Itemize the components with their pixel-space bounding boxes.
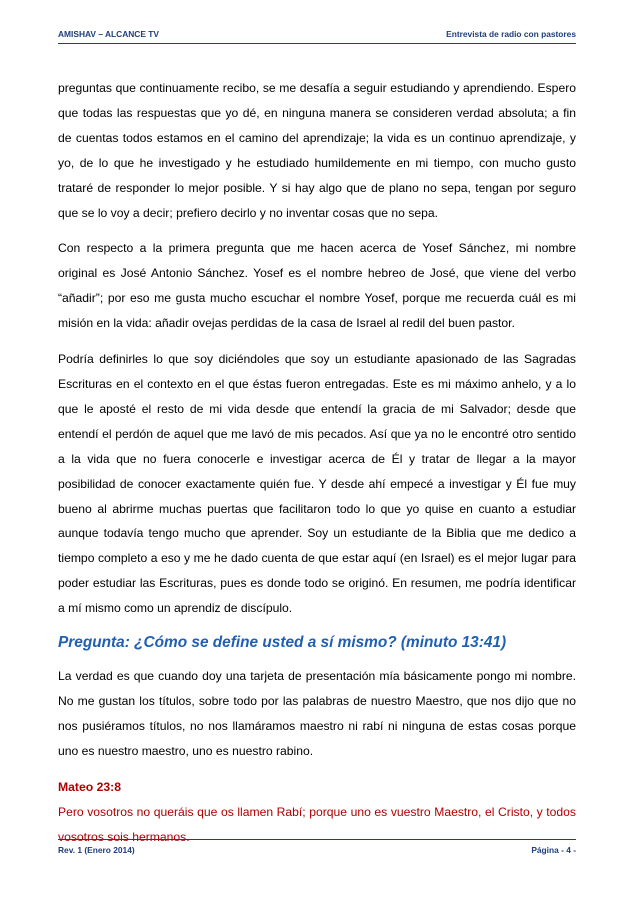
- question-heading: Pregunta: ¿Cómo se define usted a sí mismo? (minuto 13:41): [58, 634, 507, 652]
- paragraph-4: La verdad es que cuando doy una tarjeta de presentación mía básicamente pongo mi nombre. No me gustan los títulos, sobre todo por las palabras de nuestro Maestro, que nos dijo que no nos pusiéramos títulos, no nos llamáramos maestro ni rabí ni ninguna de estas cosas porque uno es nuestro maestro, uno es nuestro rabino.: [58, 669, 576, 758]
- header-left: AMISHAV – ALCANCE TV: [58, 29, 159, 39]
- paragraph-3: Podría definirles lo que soy diciéndoles que soy un estudiante apasionado de las Sagradas Escrituras en el contexto en el que éstas fueron entregadas. Este es mi máximo anhelo, y a lo que le aposté el resto de mi vida desde que entendí la gracia de mi Salvador; desde que entendí el perdón de aquel que me lavó de mis pecados. Así que ya no le encontré otro sentido a la vida que no fuera conocerle e investigar acerca de Él y tratar de llegar a la mayor posibilidad de conocer exactamente quién fue. Y desde ahí empecé a investigar y Él fue muy bueno al abrirme muchas puertas que facilitaron todo lo que yo quise en cuanto a estudiar aunque todavía tengo mucho que aprender. Soy un estudiante de la Biblia que me dedico a tiempo completo a eso y me he dado cuenta de que estar aquí (en Israel) es el mejor lugar para poder estudiar las Escrituras, pues es donde todo se originó. En resumen, me podría identificar a mí mismo como un aprendiz de discípulo.: [58, 352, 576, 616]
- page-content: [58, 76, 576, 849]
- page-header: [58, 29, 576, 44]
- footer-revision: Rev. 1 (Enero 2014): [58, 845, 135, 855]
- paragraph-1: preguntas que continuamente recibo, se me desafía a seguir estudiando y aprendiendo. Espero que todas las respuestas que yo dé, en ninguna manera se consideren verdad absoluta; a fin de cuentas todos estamos en el camino del aprendizaje; la vida es un continuo aprendizaje, y yo, de lo que he investigado y he estudiado humildemente en mi tiempo, con mucho gusto trataré de responder lo mejor posible. Y si hay algo que de plano no sepa, tengan por seguro que se lo voy a decir; prefiero decirlo y no inventar cosas que no sepa.: [58, 81, 576, 220]
- paragraph-2: Con respecto a la primera pregunta que me hacen acerca de Yosef Sánchez, mi nombre original es José Antonio Sánchez. Yosef es el nombre hebreo de José, que viene del verbo “añadir”; por eso me gusta mucho escuchar el nombre Yosef, porque me recuerda cuál es mi misión en la vida: añadir ovejas perdidas de la casa de Israel al redil del buen pastor.: [58, 241, 576, 331]
- verse-text: Pero vosotros no queráis que os llamen Rabí; porque uno es vuestro Maestro, el Cristo, y todos vosotros sois hermanos.: [58, 804, 576, 844]
- verse-reference: Mateo 23:8: [58, 779, 121, 794]
- page-footer: [58, 839, 576, 855]
- header-right: Entrevista de radio con pastores: [446, 29, 576, 39]
- footer-page-number: Página - 4 -: [531, 845, 576, 855]
